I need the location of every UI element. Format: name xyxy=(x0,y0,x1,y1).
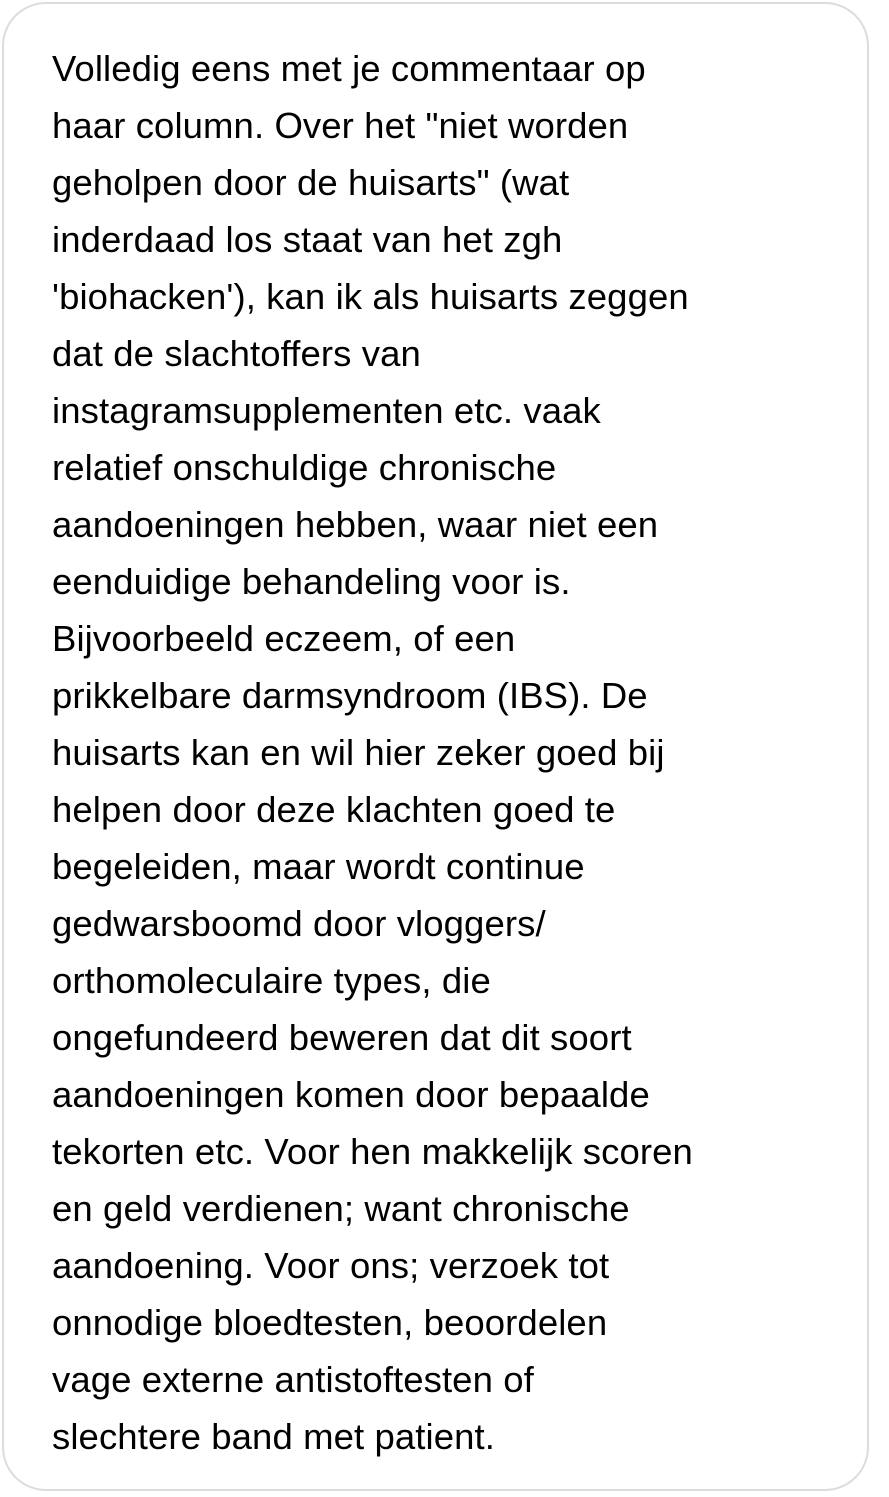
comment-line: geholpen door de huisarts" (wat xyxy=(52,162,570,203)
comment-line: huisarts kan en wil hier zeker goed bij xyxy=(52,732,665,773)
comment-line: inderdaad los staat van het zgh xyxy=(52,219,563,260)
comment-line: gedwarsboomd door vloggers/ xyxy=(52,903,546,944)
comment-line: tekorten etc. Voor hen makkelijk scoren xyxy=(52,1131,693,1172)
comment-line: slechtere band met patient. xyxy=(52,1416,495,1457)
comment-line: aandoeningen hebben, waar niet een xyxy=(52,504,659,545)
comment-line: ongefundeerd beweren dat dit soort xyxy=(52,1017,632,1058)
comment-line: orthomoleculaire types, die xyxy=(52,960,491,1001)
comment-line: aandoening. Voor ons; verzoek tot xyxy=(52,1245,610,1286)
comment-line: helpen door deze klachten goed te xyxy=(52,789,616,830)
comment-line: Volledig eens met je commentaar op xyxy=(52,48,646,89)
comment-line: eenduidige behandeling voor is. xyxy=(52,561,571,602)
comment-text xyxy=(52,40,842,1465)
comment-line: haar column. Over het "niet worden xyxy=(52,105,629,146)
comment-bubble xyxy=(2,2,869,1491)
comment-line: instagramsupplementen etc. vaak xyxy=(52,390,601,431)
comment-line: en geld verdienen; want chronische xyxy=(52,1188,630,1229)
comment-line: onnodige bloedtesten, beoordelen xyxy=(52,1302,608,1343)
comment-line: relatief onschuldige chronische xyxy=(52,447,557,488)
comment-line: begeleiden, maar wordt continue xyxy=(52,846,585,887)
comment-line: vage externe antistoftesten of xyxy=(52,1359,534,1400)
comment-line: aandoeningen komen door bepaalde xyxy=(52,1074,650,1115)
comment-line: prikkelbare darmsyndroom (IBS). De xyxy=(52,675,648,716)
comment-line: Bijvoorbeeld eczeem, of een xyxy=(52,618,516,659)
comment-line: dat de slachtoffers van xyxy=(52,333,421,374)
comment-line: 'biohacken'), kan ik als huisarts zeggen xyxy=(52,276,689,317)
